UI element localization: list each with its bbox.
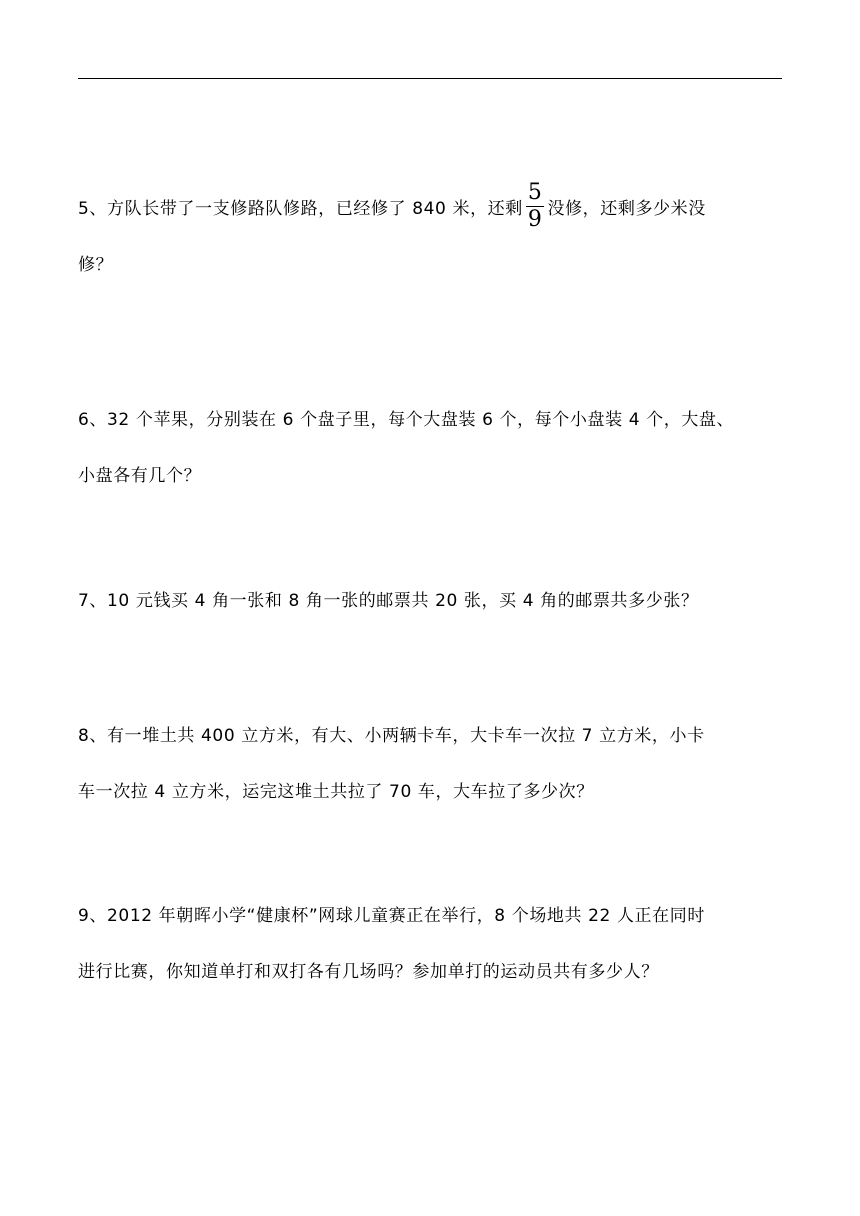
problem-5-text-after-fraction: 没修，还剩多少米没 — [547, 199, 706, 219]
fraction-five-ninths — [526, 179, 545, 232]
fraction-denominator: 9 — [527, 206, 543, 232]
problem-8-line-2: 车一次拉 4 立方米，运完这堆土共拉了 70 车，大车拉了多少次？ — [78, 782, 594, 802]
problem-5-line-1 — [78, 181, 788, 237]
problem-6 — [78, 392, 788, 504]
fraction-numerator: 5 — [527, 179, 543, 205]
problem-9-line-2: 进行比赛，你知道单打和双打各有几场吗？参加单打的运动员共有多少人？ — [78, 962, 659, 982]
problem-9 — [78, 888, 788, 1000]
problem-6-line-1: 6、32 个苹果，分别装在 6 个盘子里，每个大盘装 6 个，每个小盘装 4 个，大盘、 — [78, 410, 735, 430]
problem-8-line-1: 8、有一堆土共 400 立方米，有大、小两辆卡车，大卡车一次拉 7 立方米，小卡 — [78, 726, 705, 746]
problem-5 — [78, 181, 788, 293]
problem-7 — [78, 573, 788, 629]
problem-8 — [78, 708, 788, 820]
problem-7-line-1: 7、10 元钱买 4 角一张和 8 角一张的邮票共 20 张，买 4 角的邮票共多少张？ — [78, 591, 699, 611]
problem-5-text-before-fraction: 5、方队长带了一支修路队修路，已经修了 840 米，还剩 — [78, 199, 523, 219]
problem-9-line-1: 9、2012 年朝晖小学“健康杯”网球儿童赛正在举行，8 个场地共 22 人正在同时 — [78, 906, 705, 926]
problem-6-line-2: 小盘各有几个？ — [78, 466, 202, 486]
header-rule — [78, 78, 782, 79]
problem-5-line-2: 修？ — [78, 255, 114, 275]
